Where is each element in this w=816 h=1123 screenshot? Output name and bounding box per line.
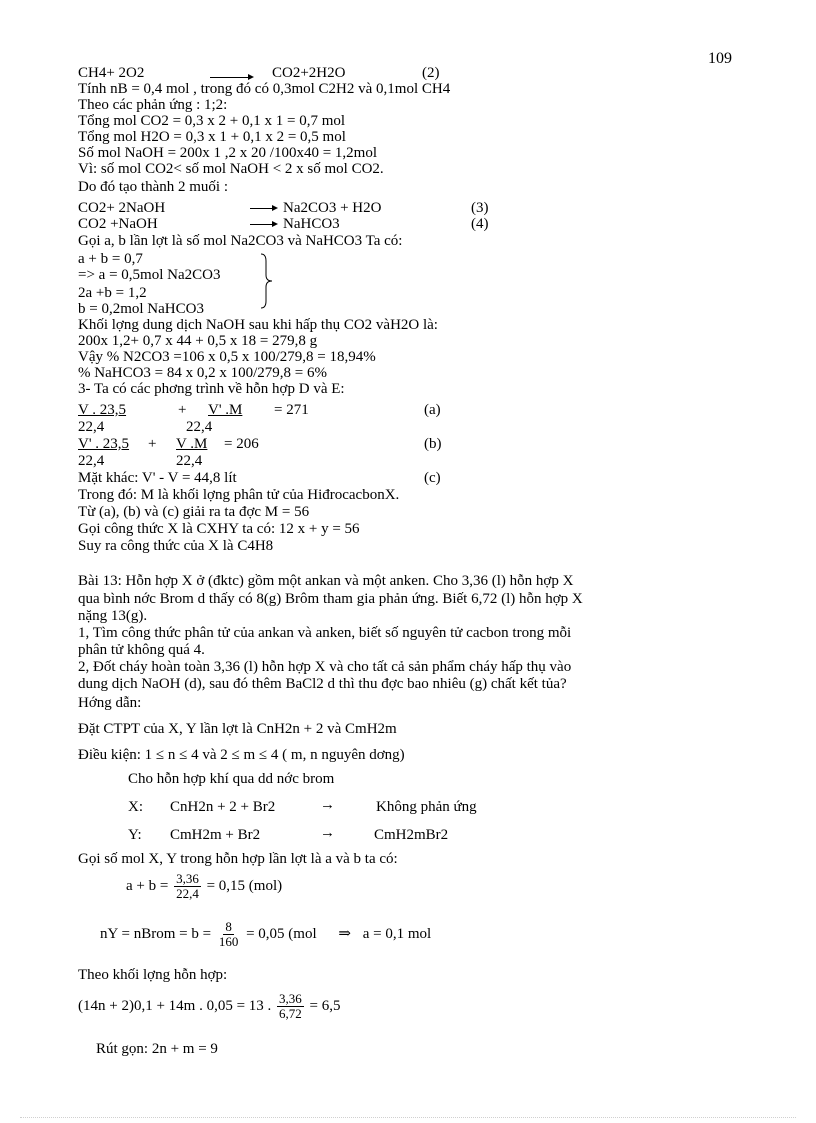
problem-line: 1, Tìm công thức phân tử của ankan và anken, biết số nguyên tử cacbon trong mỗi xyxy=(78,625,572,641)
reaction-y-reactants: CmH2m + Br2 xyxy=(170,827,261,843)
reaction-x-reactants: CnH2n + 2 + Br2 xyxy=(170,799,276,815)
fraction-numerator: V' . 23,5 xyxy=(78,436,130,452)
equation-lhs: a + b = xyxy=(126,877,169,894)
reaction-arrow xyxy=(250,208,276,209)
problem-line: phân tử không quá 4. xyxy=(78,642,205,658)
implies-icon: ⇒ xyxy=(338,925,351,942)
equation-4-right: NaHCO3 xyxy=(283,216,340,232)
guide-line: Rút gọn: 2n + m = 9 xyxy=(96,1041,218,1057)
curly-brace xyxy=(260,253,274,309)
equation-2-left: CH4+ 2O2 xyxy=(78,65,145,81)
fraction-numerator: 3,36 xyxy=(176,871,199,886)
text-line: Vậy % N2CO3 =106 x 0,5 x 100/279,8 = 18,94% xyxy=(78,349,376,365)
equation-rhs: = 271 xyxy=(274,402,309,418)
text-line: Gọi công thức X là CXHY ta có: 12 x + y = 56 xyxy=(78,521,360,537)
equation-2-right: CO2+2H2O xyxy=(272,65,346,81)
text-line: Khối lợng dung dịch NaOH sau khi hấp thụ CO2 vàH2O là: xyxy=(78,317,438,333)
equation-moles-y xyxy=(100,920,431,949)
fraction-numerator: V' .M xyxy=(208,402,243,418)
fraction-denominator: 22,4 xyxy=(78,419,105,435)
reaction-y-label: Y: xyxy=(128,827,142,843)
fraction-numerator: 8 xyxy=(225,919,232,934)
equation-rhs: = 206 xyxy=(224,436,259,452)
text-line: Theo các phản ứng : 1;2: xyxy=(78,97,228,113)
equation-c-number: (c) xyxy=(424,470,441,486)
text-line: Tổng mol CO2 = 0,3 x 2 + 0,1 x 1 = 0,7 mol xyxy=(78,113,346,129)
page-divider xyxy=(20,1117,796,1118)
fraction xyxy=(277,992,304,1021)
system-line: => a = 0,5mol Na2CO3 xyxy=(78,267,221,283)
equation-2-number: (2) xyxy=(422,65,440,81)
system-line: b = 0,2mol NaHCO3 xyxy=(78,301,204,317)
equation-b-number: (b) xyxy=(424,436,442,452)
guide-line: Theo khối lợng hỗn hợp: xyxy=(78,967,228,983)
guide-line: Gọi số mol X, Y trong hỗn hợp lần lợt là a và b ta có: xyxy=(78,851,398,867)
fraction-numerator: V . 23,5 xyxy=(78,402,127,418)
guide-line: Đặt CTPT của X, Y lần lợt là CnH2n + 2 và CmH2m xyxy=(78,721,397,737)
fraction xyxy=(217,920,241,949)
equation-result: a = 0,1 mol xyxy=(362,925,432,942)
fraction-denominator: 22,4 xyxy=(78,453,105,469)
fraction-denominator: 22,4 xyxy=(176,886,199,901)
text-line: Do đó tạo thành 2 muối : xyxy=(78,179,228,195)
equation-4-left: CO2 +NaOH xyxy=(78,216,158,232)
text-line: Số mol NaOH = 200x 1 ,2 x 20 /100x40 = 1,2mol xyxy=(78,145,378,161)
equation-lhs: nY = nBrom = b = xyxy=(100,925,212,942)
equation-mass xyxy=(78,992,341,1021)
reaction-y-product: CmH2mBr2 xyxy=(374,827,449,843)
fraction-numerator: 3,36 xyxy=(279,991,302,1006)
problem-line: nặng 13(g). xyxy=(78,608,148,624)
equation-moles-total xyxy=(126,872,282,901)
equation-rhs: = 6,5 xyxy=(309,997,341,1014)
equation-3-right: Na2CO3 + H2O xyxy=(283,200,382,216)
problem-line: Bài 13: Hỗn hợp X ở (đktc) gồm một ankan và một anken. Cho 3,36 (l) hỗn hợp X xyxy=(78,573,574,589)
problem-line: qua bình nớc Brom d thấy có 8(g) Brôm tham gia phản ứng. Biết 6,72 (l) hỗn hợp X xyxy=(78,591,583,607)
text-line: Tính nB = 0,4 mol , trong đó có 0,3mol C2H2 và 0,1mol CH4 xyxy=(78,81,451,97)
equation-rhs: = 0,05 (mol xyxy=(246,925,317,942)
system-line: a + b = 0,7 xyxy=(78,251,143,267)
text-line: Suy ra công thức của X là C4H8 xyxy=(78,538,274,554)
arrow-icon: → xyxy=(320,825,335,841)
page-number: 109 xyxy=(708,50,732,67)
fraction xyxy=(174,872,201,901)
arrow-icon: → xyxy=(320,797,335,813)
text-line: 200x 1,2+ 0,7 x 44 + 0,5 x 18 = 279,8 g xyxy=(78,333,318,349)
equation-c: Mặt khác: V' - V = 44,8 lít xyxy=(78,470,237,486)
equation-rhs: = 0,15 (mol) xyxy=(206,877,283,894)
plus-sign: + xyxy=(178,402,187,418)
text-line: Tổng mol H2O = 0,3 x 1 + 0,1 x 2 = 0,5 mol xyxy=(78,129,346,145)
equation-4-number: (4) xyxy=(471,216,489,232)
reaction-x-product: Không phản ứng xyxy=(376,799,477,815)
fraction-numerator: V .M xyxy=(176,436,208,452)
text-line: Trong đó: M là khối lợng phân tử của HiđrocacbonX. xyxy=(78,487,400,503)
problem-line: dung dịch NaOH (d), sau đó thêm BaCl2 d thì thu đợc bao nhiêu (g) chất kết tủa? xyxy=(78,676,567,692)
fraction-denominator: 6,72 xyxy=(279,1006,302,1021)
text-line: Vì: số mol CO2< số mol NaOH < 2 x số mol CO2. xyxy=(78,161,384,177)
equation-lhs: (14n + 2)0,1 + 14m . 0,05 = 13 . xyxy=(78,997,272,1014)
plus-sign: + xyxy=(148,436,157,452)
text-line: Gọi a, b lần lợt là số mol Na2CO3 và NaHCO3 Ta có: xyxy=(78,233,403,249)
fraction-denominator: 160 xyxy=(218,934,239,949)
text-line: 3- Ta có các phơng trình về hỗn hợp D và E: xyxy=(78,381,345,397)
reaction-arrow xyxy=(210,77,252,78)
system-line: 2a +b = 1,2 xyxy=(78,285,147,301)
equation-a-number: (a) xyxy=(424,402,441,418)
fraction-denominator: 22,4 xyxy=(176,453,203,469)
fraction-denominator: 22,4 xyxy=(186,419,213,435)
text-line: Từ (a), (b) và (c) giải ra ta đợc M = 56 xyxy=(78,504,310,520)
guide-line: Cho hỗn hợp khí qua dd nớc brom xyxy=(128,771,335,787)
equation-3-left: CO2+ 2NaOH xyxy=(78,200,166,216)
text-line: % NaHCO3 = 84 x 0,2 x 100/279,8 = 6% xyxy=(78,365,327,381)
equation-3-number: (3) xyxy=(471,200,489,216)
problem-line: 2, Đốt cháy hoàn toàn 3,36 (l) hỗn hợp X và cho tất cả sản phẩm cháy hấp thụ vào xyxy=(78,659,572,675)
guide-title: Hớng dẫn: xyxy=(78,695,142,711)
guide-line: Điều kiện: 1 ≤ n ≤ 4 và 2 ≤ m ≤ 4 ( m, n nguyên dơng) xyxy=(78,747,405,763)
reaction-x-label: X: xyxy=(128,799,143,815)
reaction-arrow xyxy=(250,224,276,225)
